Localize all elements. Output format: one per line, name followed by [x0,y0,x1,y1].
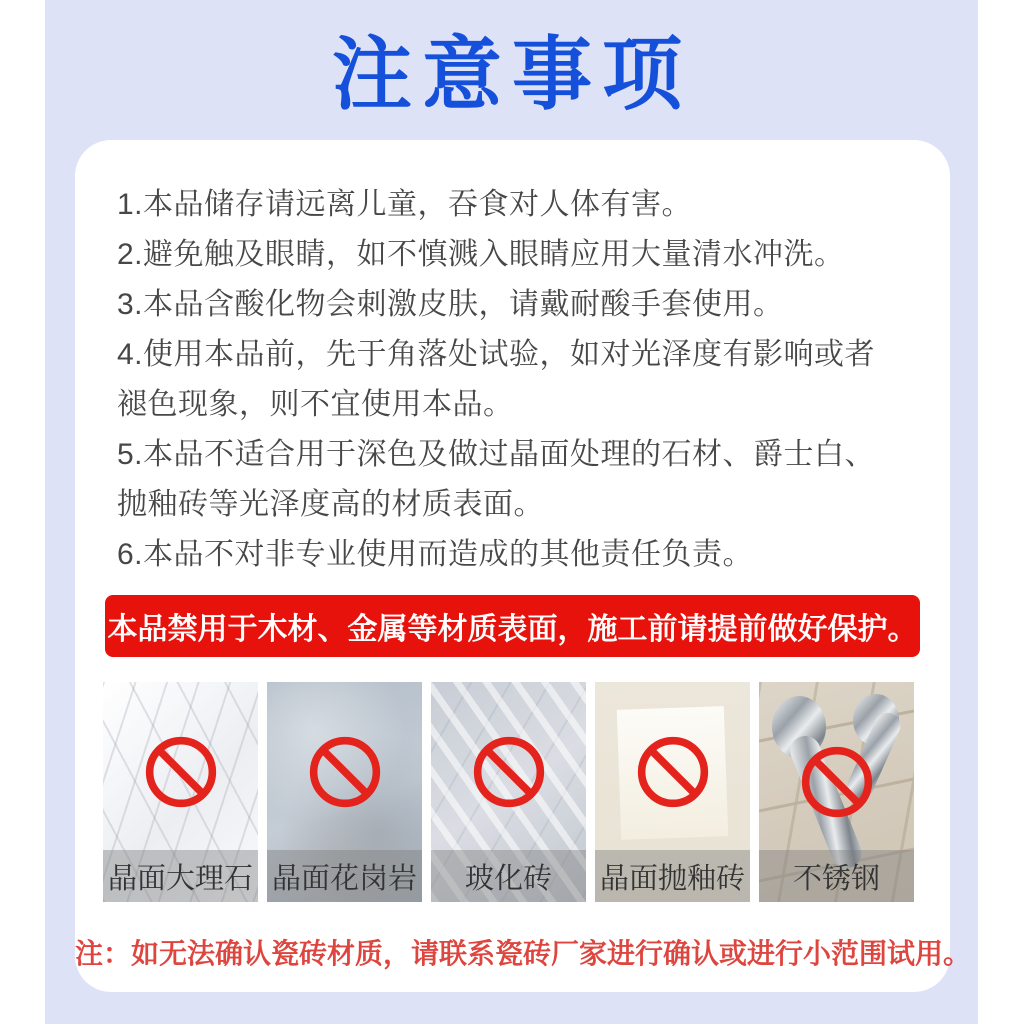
precaution-item-1: 1.本品储存请远离儿童，吞食对人体有害。 [117,188,693,221]
prohibition-icon [635,734,711,810]
forbidden-material-tile-stainless-steel [759,682,914,902]
warning-banner: 本品禁用于木材、金属等材质表面，施工前请提前做好保护。 [105,595,920,657]
forbidden-material-tile-marble [103,682,258,902]
precaution-item-4: 4.使用本品前，先于角落处试验，如对光泽度有影响或者褪色现象，则不宜使用本品。 [117,338,876,421]
precaution-list [75,140,927,580]
prohibition-icon [307,734,383,810]
prohibition-icon [799,744,875,820]
material-label: 晶面花岗岩 [267,850,422,902]
prohibition-icon [471,734,547,810]
precaution-item-5: 5.本品不适合用于深色及做过晶面处理的石材、爵士白、抛釉砖等光泽度高的材质表面。 [117,438,876,521]
precautions-card [75,140,972,992]
material-label: 晶面抛釉砖 [595,850,750,902]
page-title: 注意事项 [332,30,692,119]
material-label: 晶面大理石 [103,850,258,902]
forbidden-material-tile-glazed [595,682,750,902]
precaution-item-3: 3.本品含酸化物会刺激皮肤，请戴耐酸手套使用。 [117,288,784,321]
material-label: 不锈钢 [759,850,914,902]
forbidden-material-tile-granite [267,682,422,902]
forbidden-material-tile-vitrified [431,682,586,902]
material-label: 玻化砖 [431,850,586,902]
prohibition-icon [143,734,219,810]
forbidden-materials-row [103,682,922,902]
precaution-item-6: 6.本品不对非专业使用而造成的其他责任负责。 [117,538,754,571]
precaution-item-2: 2.避免触及眼睛，如不慎溅入眼睛应用大量清水冲洗。 [117,238,845,271]
footnote: 注：如无法确认瓷砖材质，请联系瓷砖厂家进行确认或进行小范围试用。 [75,938,972,969]
